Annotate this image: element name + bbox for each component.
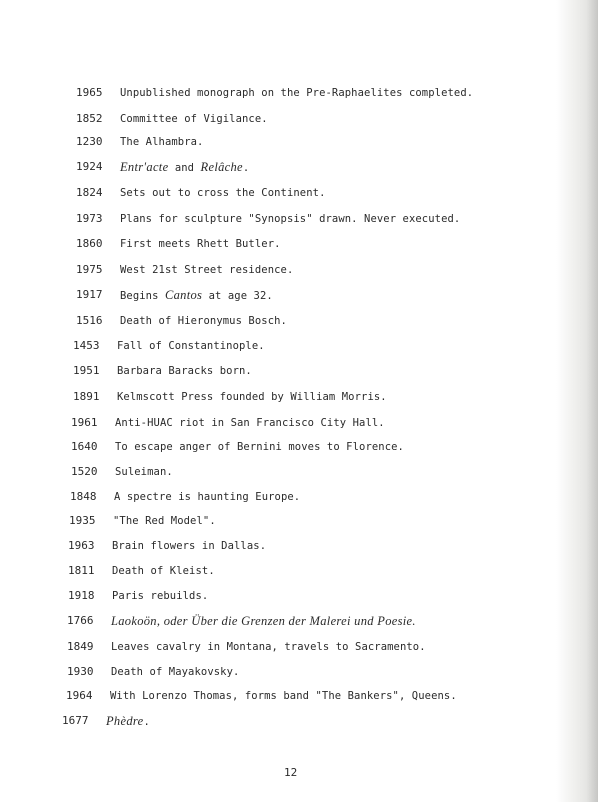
entry-event bbox=[112, 537, 266, 555]
entry-year: 1811 bbox=[68, 564, 95, 577]
entry-event bbox=[117, 388, 387, 406]
entry-italic-title: Relâche bbox=[200, 160, 243, 174]
entry-text: . bbox=[143, 716, 150, 728]
entry-event bbox=[120, 184, 326, 202]
entry-event bbox=[115, 438, 404, 456]
entry-text: With Lorenzo Thomas, forms band "The Bankers", Queens. bbox=[110, 690, 457, 702]
entry-event bbox=[111, 638, 426, 656]
entry-text: West 21st Street residence. bbox=[120, 264, 294, 276]
entry-event bbox=[115, 463, 173, 481]
page-number: 12 bbox=[284, 766, 298, 779]
entry-text: Fall of Constantinople. bbox=[117, 340, 265, 352]
entry-year: 1961 bbox=[71, 416, 98, 429]
entry-italic-title: Cantos bbox=[164, 288, 203, 302]
entry-year: 1918 bbox=[68, 589, 95, 602]
entry-event bbox=[112, 587, 208, 605]
entry-event bbox=[110, 687, 457, 705]
entry-text: at age 32. bbox=[202, 290, 273, 302]
entry-event bbox=[115, 414, 385, 432]
entry-event bbox=[112, 562, 215, 580]
entry-event bbox=[117, 337, 265, 355]
entry-year: 1951 bbox=[73, 364, 100, 377]
entry-year: 1891 bbox=[73, 390, 100, 403]
entry-year: 1848 bbox=[70, 490, 97, 503]
entry-year: 1453 bbox=[73, 339, 100, 352]
entry-text: . bbox=[242, 162, 250, 174]
entry-event bbox=[120, 210, 460, 228]
entry-text: Paris rebuilds. bbox=[112, 590, 209, 602]
entry-event bbox=[120, 84, 473, 102]
entry-text: First meets Rhett Butler. bbox=[120, 238, 281, 250]
entry-year: 1230 bbox=[76, 135, 103, 148]
entry-text: Kelmscott Press founded by William Morris. bbox=[117, 391, 387, 403]
entry-text: A spectre is haunting Europe. bbox=[114, 491, 301, 503]
entry-text: Death of Kleist. bbox=[112, 565, 215, 577]
entry-text: "The Red Model". bbox=[113, 515, 216, 527]
entry-year: 1860 bbox=[76, 237, 103, 250]
entry-text: Suleiman. bbox=[115, 466, 173, 478]
entry-year: 1520 bbox=[71, 465, 98, 478]
entry-year: 1516 bbox=[76, 314, 103, 327]
entry-text: Death of Mayakovsky. bbox=[111, 666, 240, 678]
entry-year: 1766 bbox=[67, 614, 94, 627]
entry-year: 1930 bbox=[67, 665, 94, 678]
entry-event bbox=[111, 612, 416, 631]
entry-text: To escape anger of Bernini moves to Florence. bbox=[115, 441, 404, 453]
entry-year: 1917 bbox=[76, 288, 103, 301]
entry-event bbox=[120, 133, 203, 151]
entry-year: 1963 bbox=[68, 539, 95, 552]
entry-text: Brain flowers in Dallas. bbox=[112, 540, 267, 552]
entry-year: 1640 bbox=[71, 440, 98, 453]
entry-event bbox=[120, 235, 281, 253]
entry-event bbox=[120, 286, 273, 305]
entry-event bbox=[114, 488, 300, 506]
entry-text: Plans for sculpture "Synopsis" drawn. Never executed. bbox=[120, 213, 461, 225]
entry-event bbox=[113, 512, 216, 530]
entry-text: Sets out to cross the Continent. bbox=[120, 187, 326, 199]
entry-text: and bbox=[168, 162, 201, 174]
entry-year: 1824 bbox=[76, 186, 103, 199]
entry-italic-title: Phèdre bbox=[106, 714, 144, 728]
entry-year: 1964 bbox=[66, 689, 93, 702]
entry-event bbox=[120, 261, 293, 279]
entry-text: Death of Hieronymus Bosch. bbox=[120, 315, 287, 327]
entry-year: 1677 bbox=[62, 714, 89, 727]
entry-text: Committee of Vigilance. bbox=[120, 113, 268, 125]
entry-text: Barbara Baracks born. bbox=[117, 365, 252, 377]
entry-event bbox=[111, 663, 239, 681]
entry-year: 1935 bbox=[69, 514, 96, 527]
entry-text: Begins bbox=[120, 290, 165, 302]
entry-event bbox=[106, 712, 150, 731]
entry-year: 1973 bbox=[76, 212, 103, 225]
entry-year: 1975 bbox=[76, 263, 103, 276]
entry-event bbox=[120, 312, 287, 330]
entry-event bbox=[120, 158, 249, 177]
entry-text: Unpublished monograph on the Pre-Raphaelites completed. bbox=[120, 87, 474, 99]
entry-year: 1849 bbox=[67, 640, 94, 653]
entry-year: 1924 bbox=[76, 160, 103, 173]
entry-text: Anti-HUAC riot in San Francisco City Hall. bbox=[115, 417, 385, 429]
entry-text: Leaves cavalry in Montana, travels to Sacramento. bbox=[111, 641, 426, 653]
entry-event bbox=[120, 110, 268, 128]
entry-italic-title: Laokoön, oder Über die Grenzen der Malerei und Poesie. bbox=[111, 614, 416, 628]
entry-italic-title: Entr'acte bbox=[120, 160, 169, 174]
entry-text: The Alhambra. bbox=[120, 136, 204, 148]
entry-event bbox=[117, 362, 252, 380]
entry-year: 1965 bbox=[76, 86, 103, 99]
entry-year: 1852 bbox=[76, 112, 103, 125]
